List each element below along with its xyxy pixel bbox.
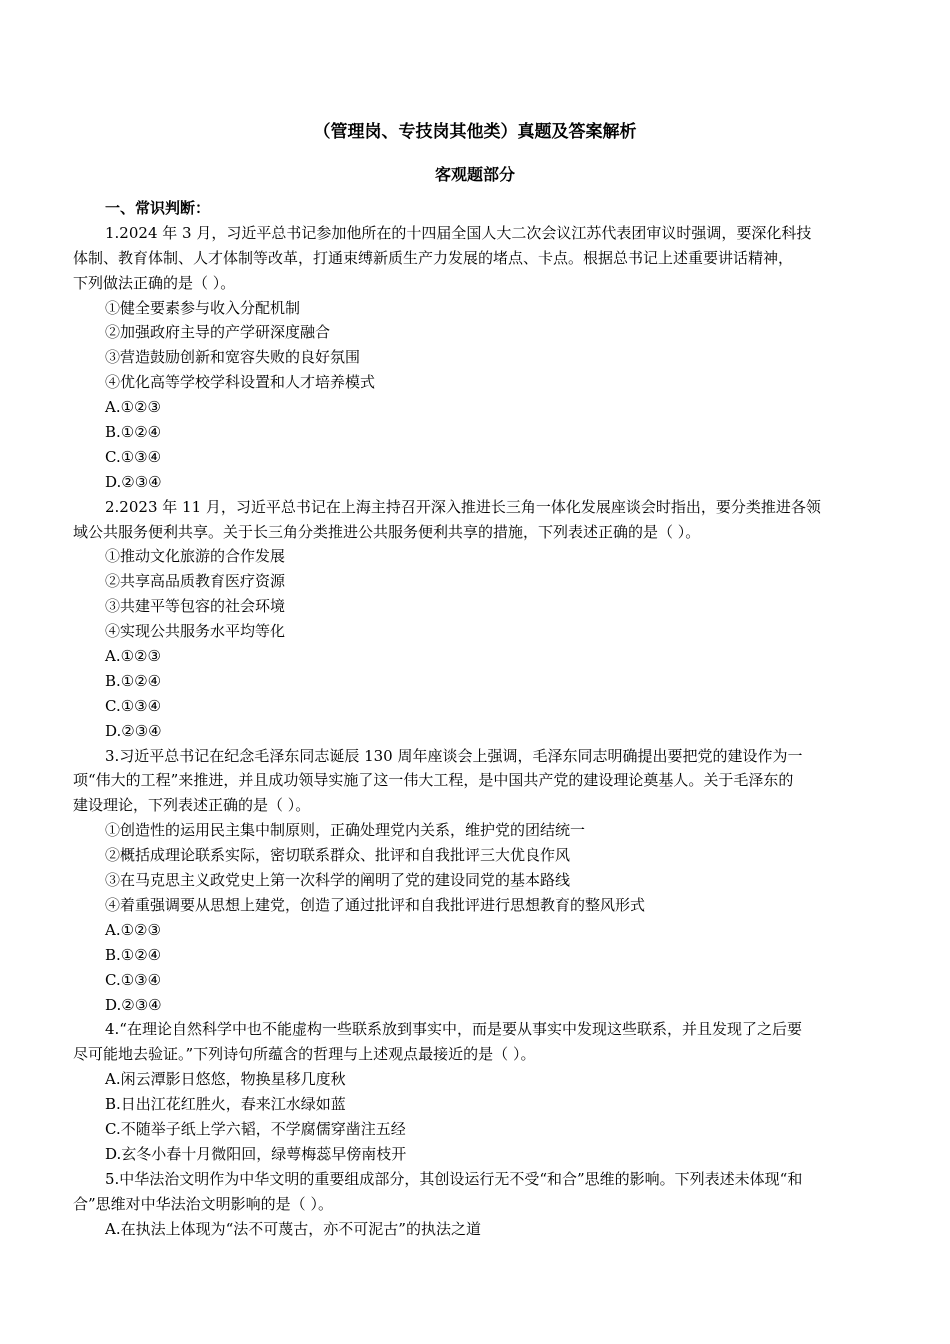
statement-item: ①推动文化旅游的合作发展 bbox=[105, 547, 286, 566]
answer-option: B.日出江花红胜火，春来江水绿如蓝 bbox=[105, 1095, 346, 1114]
question-4 bbox=[73, 1017, 879, 1166]
statement-item: ②加强政府主导的产学研深度融合 bbox=[105, 323, 331, 342]
section-heading: 一、常识判断： bbox=[105, 199, 211, 217]
statement-item: ②共享高品质教育医疗资源 bbox=[105, 572, 286, 591]
statement-item: ④实现公共服务水平均等化 bbox=[105, 622, 286, 641]
question-stem-line: 5.中华法治文明作为中华文明的重要组成部分，其创设运行无不受“和合”思维的影响。下列表述未体现“和 bbox=[105, 1169, 803, 1188]
question-stem-line: 1.2024 年 3 月，习近平总书记参加他所在的十四届全国人大二次会议江苏代表团审议时强调，要深化科技 bbox=[105, 223, 812, 242]
statement-item: ①健全要素参与收入分配机制 bbox=[105, 298, 301, 317]
question-1 bbox=[73, 221, 879, 495]
answer-option: C.①③④ bbox=[105, 970, 162, 989]
answer-option: B.①②④ bbox=[105, 945, 162, 964]
question-stem-line: 合”思维对中华法治文明影响的是（ ）。 bbox=[73, 1194, 333, 1213]
question-stem-line: 2.2023 年 11 月，习近平总书记在上海主持召开深入推进长三角一体化发展座谈会时指出，要分类推进各领 bbox=[105, 497, 821, 516]
document-subtitle: 客观题部分 bbox=[434, 165, 515, 184]
answer-option: C.①③④ bbox=[105, 696, 162, 715]
statement-item: ③营造鼓励创新和宽容失败的良好氛围 bbox=[105, 348, 361, 367]
answer-option: D.②③④ bbox=[105, 721, 162, 740]
answer-option: C.①③④ bbox=[105, 447, 162, 466]
answer-option: A.闲云潭影日悠悠，物换星移几度秋 bbox=[105, 1070, 346, 1089]
answer-option: A.在执法上体现为“法不可蔑古，亦不可泥古”的执法之道 bbox=[105, 1219, 481, 1238]
question-stem-line: 建设理论，下列表述正确的是（ ）。 bbox=[73, 796, 311, 815]
answer-option: A.①②③ bbox=[105, 920, 161, 939]
question-stem-line: 下列做法正确的是（ ）。 bbox=[73, 273, 236, 292]
question-2 bbox=[73, 495, 879, 744]
answer-option: C.不随举子纸上学六韬，不学腐儒穿凿注五经 bbox=[105, 1119, 406, 1138]
answer-option: A.①②③ bbox=[105, 398, 161, 417]
statement-item: ②概括成理论联系实际，密切联系群众、批评和自我批评三大优良作风 bbox=[105, 846, 571, 865]
question-5 bbox=[73, 1167, 879, 1242]
question-stem-line: 项“伟大的工程”来推进，并且成功领导实施了这一伟大工程，是中国共产党的建设理论奠基人。关于毛泽东的 bbox=[73, 771, 794, 790]
answer-option: D.②③④ bbox=[105, 472, 162, 491]
statement-item: ③共建平等包容的社会环境 bbox=[105, 597, 286, 616]
answer-option: B.①②④ bbox=[105, 423, 162, 442]
question-stem-line: 尽可能地去验证。”下列诗句所蕴含的哲理与上述观点最接近的是（ ）。 bbox=[73, 1045, 536, 1064]
document-body bbox=[73, 196, 879, 1241]
statement-item: ④优化高等学校学科设置和人才培养模式 bbox=[105, 373, 376, 392]
question-stem-line: 4.“在理论自然科学中也不能虚构一些联系放到事实中，而是要从事实中发现这些联系，并且发现了之后要 bbox=[105, 1020, 802, 1039]
answer-option: A.①②③ bbox=[105, 647, 161, 666]
answer-option: D.②③④ bbox=[105, 995, 162, 1014]
answer-option: B.①②④ bbox=[105, 671, 162, 690]
question-stem-line: 3.习近平总书记在纪念毛泽东同志诞辰 130 周年座谈会上强调，毛泽东同志明确提出要把党的建设作为一 bbox=[105, 746, 803, 765]
question-stem-line: 体制、教育体制、人才体制等改革，打通束缚新质生产力发展的堵点、卡点。根据总书记上述重要讲话精神， bbox=[73, 248, 794, 267]
answer-option: D.玄冬小春十月微阳回，绿萼梅蕊早傍南枝开 bbox=[105, 1144, 407, 1163]
question-3 bbox=[73, 744, 879, 1018]
document-title: （管理岗、专技岗其他类）真题及答案解析 bbox=[313, 122, 637, 142]
statement-item: ③在马克思主义政党史上第一次科学的阐明了党的建设同党的基本路线 bbox=[105, 871, 571, 890]
statement-item: ④着重强调要从思想上建党，创造了通过批评和自我批评进行思想教育的整风形式 bbox=[105, 895, 646, 914]
statement-item: ①创造性的运用民主集中制原则，正确处理党内关系，维护党的团结统一 bbox=[105, 821, 586, 840]
question-stem-line: 域公共服务便利共享。关于长三角分类推进公共服务便利共享的措施，下列表述正确的是（ ）。 bbox=[73, 522, 701, 541]
